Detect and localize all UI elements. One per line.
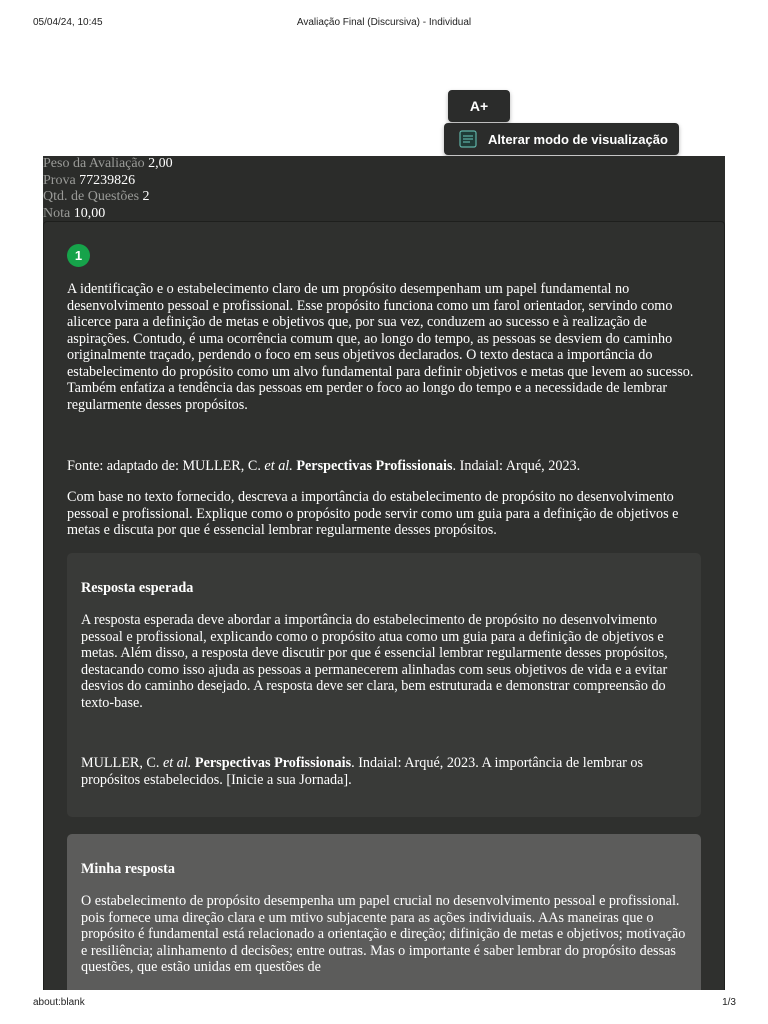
view-mode-button[interactable]	[444, 123, 679, 155]
question-prompt: Com base no texto fornecido, descreva a importância do estabelecimento de propósito no desenvolvimento pessoal e profissional. Explique como o propósito pode servir como um guia para a definição de objetivos e metas e discuta por que é essencial lembrar regularmente desses propósitos.	[67, 489, 679, 538]
exam-content	[43, 156, 725, 990]
print-url: about:blank	[33, 997, 85, 1008]
expected-answer-title: Resposta esperada	[81, 580, 194, 596]
expected-answer-reference: MULLER, C. et al. Perspectivas Profissionais. Indaial: Arqué, 2023. A importância de lembrar os propósitos estabelecidos. [Inicie a sua Jornada].	[81, 755, 644, 788]
print-title: Avaliação Final (Discursiva) - Individual	[296, 17, 472, 28]
print-footer	[0, 990, 768, 1024]
meta-weight: Peso da Avaliação 2,00	[43, 156, 173, 171]
my-answer-title: Minha resposta	[81, 861, 175, 877]
my-answer-text: O estabelecimento de propósito desempenha um papel crucial no desenvolvimento pessoal e profissional. pois fornece uma direção clara e um mtivo subjacente para as ações individuais. AAs maneiras que o propósito é fundamental está relacionado a orientação e direção; difinição de metas e objetivos; motivação e resiliência; alinhamento d decisões; entre outras. Mas o importante é saber lembrar do propósito dessas questões, que estão unidas em questões de	[81, 893, 686, 975]
print-header	[0, 0, 768, 40]
question-source: Fonte: adaptado de: MULLER, C. et al. Perspectivas Profissionais. Indaial: Arqué, 2023.	[67, 458, 581, 474]
view-mode-icon	[459, 130, 477, 148]
question-text: A identificação e o estabelecimento claro de um propósito desempenham um papel fundamental no desenvolvimento pessoal e profissional. Esse propósito funciona como um farol orientador, servindo como alicerce para a definição de metas e objetivos que, por sua vez, conduzem ao sucesso e à realização de aspirações. Contudo, é uma ocorrência comum que, ao longo do tempo, as pessoas se desviem do caminho originalmente traçado, perdendo o foco em seus objetivos declarados. O texto destaca a importância do estabelecimento do propósito como um alvo fundamental para definir objetivos e metas que levem ao sucesso. Também enfatiza a tendência das pessoas em perder o foco ao longo do tempo e a necessidade de lembrar regularmente desses propósitos.	[67, 281, 694, 413]
print-page-number: 1/3	[722, 997, 736, 1008]
view-mode-label: Alterar modo de visualização	[488, 131, 668, 147]
question-number-badge: 1	[67, 244, 90, 267]
expected-answer-text: A resposta esperada deve abordar a importância do estabelecimento de propósito no desenvolvimento pessoal e profissional, explicando como o propósito atua como um guia para a definição de objetivos e metas. Além disso, a resposta deve discutir por que é essencial lembrar regularmente desses propósitos, destacando como isso ajuda as pessoas a permanecerem alinhadas com seus objetivos de vida e a evitar desvios do caminho desejado. A resposta deve ser clara, bem estruturada e demonstrar compreensão do texto-base.	[81, 612, 668, 711]
exam-meta	[43, 156, 725, 222]
meta-grade: Nota 10,00	[43, 205, 106, 221]
print-datetime: 05/04/24, 10:45	[33, 17, 103, 28]
font-size-increase-button[interactable]: A+	[448, 90, 510, 122]
my-answer-box	[67, 834, 701, 990]
expected-answer-box	[67, 553, 701, 817]
meta-exam: Prova 77239826	[43, 172, 136, 188]
meta-questions: Qtd. de Questões 2	[43, 189, 150, 204]
